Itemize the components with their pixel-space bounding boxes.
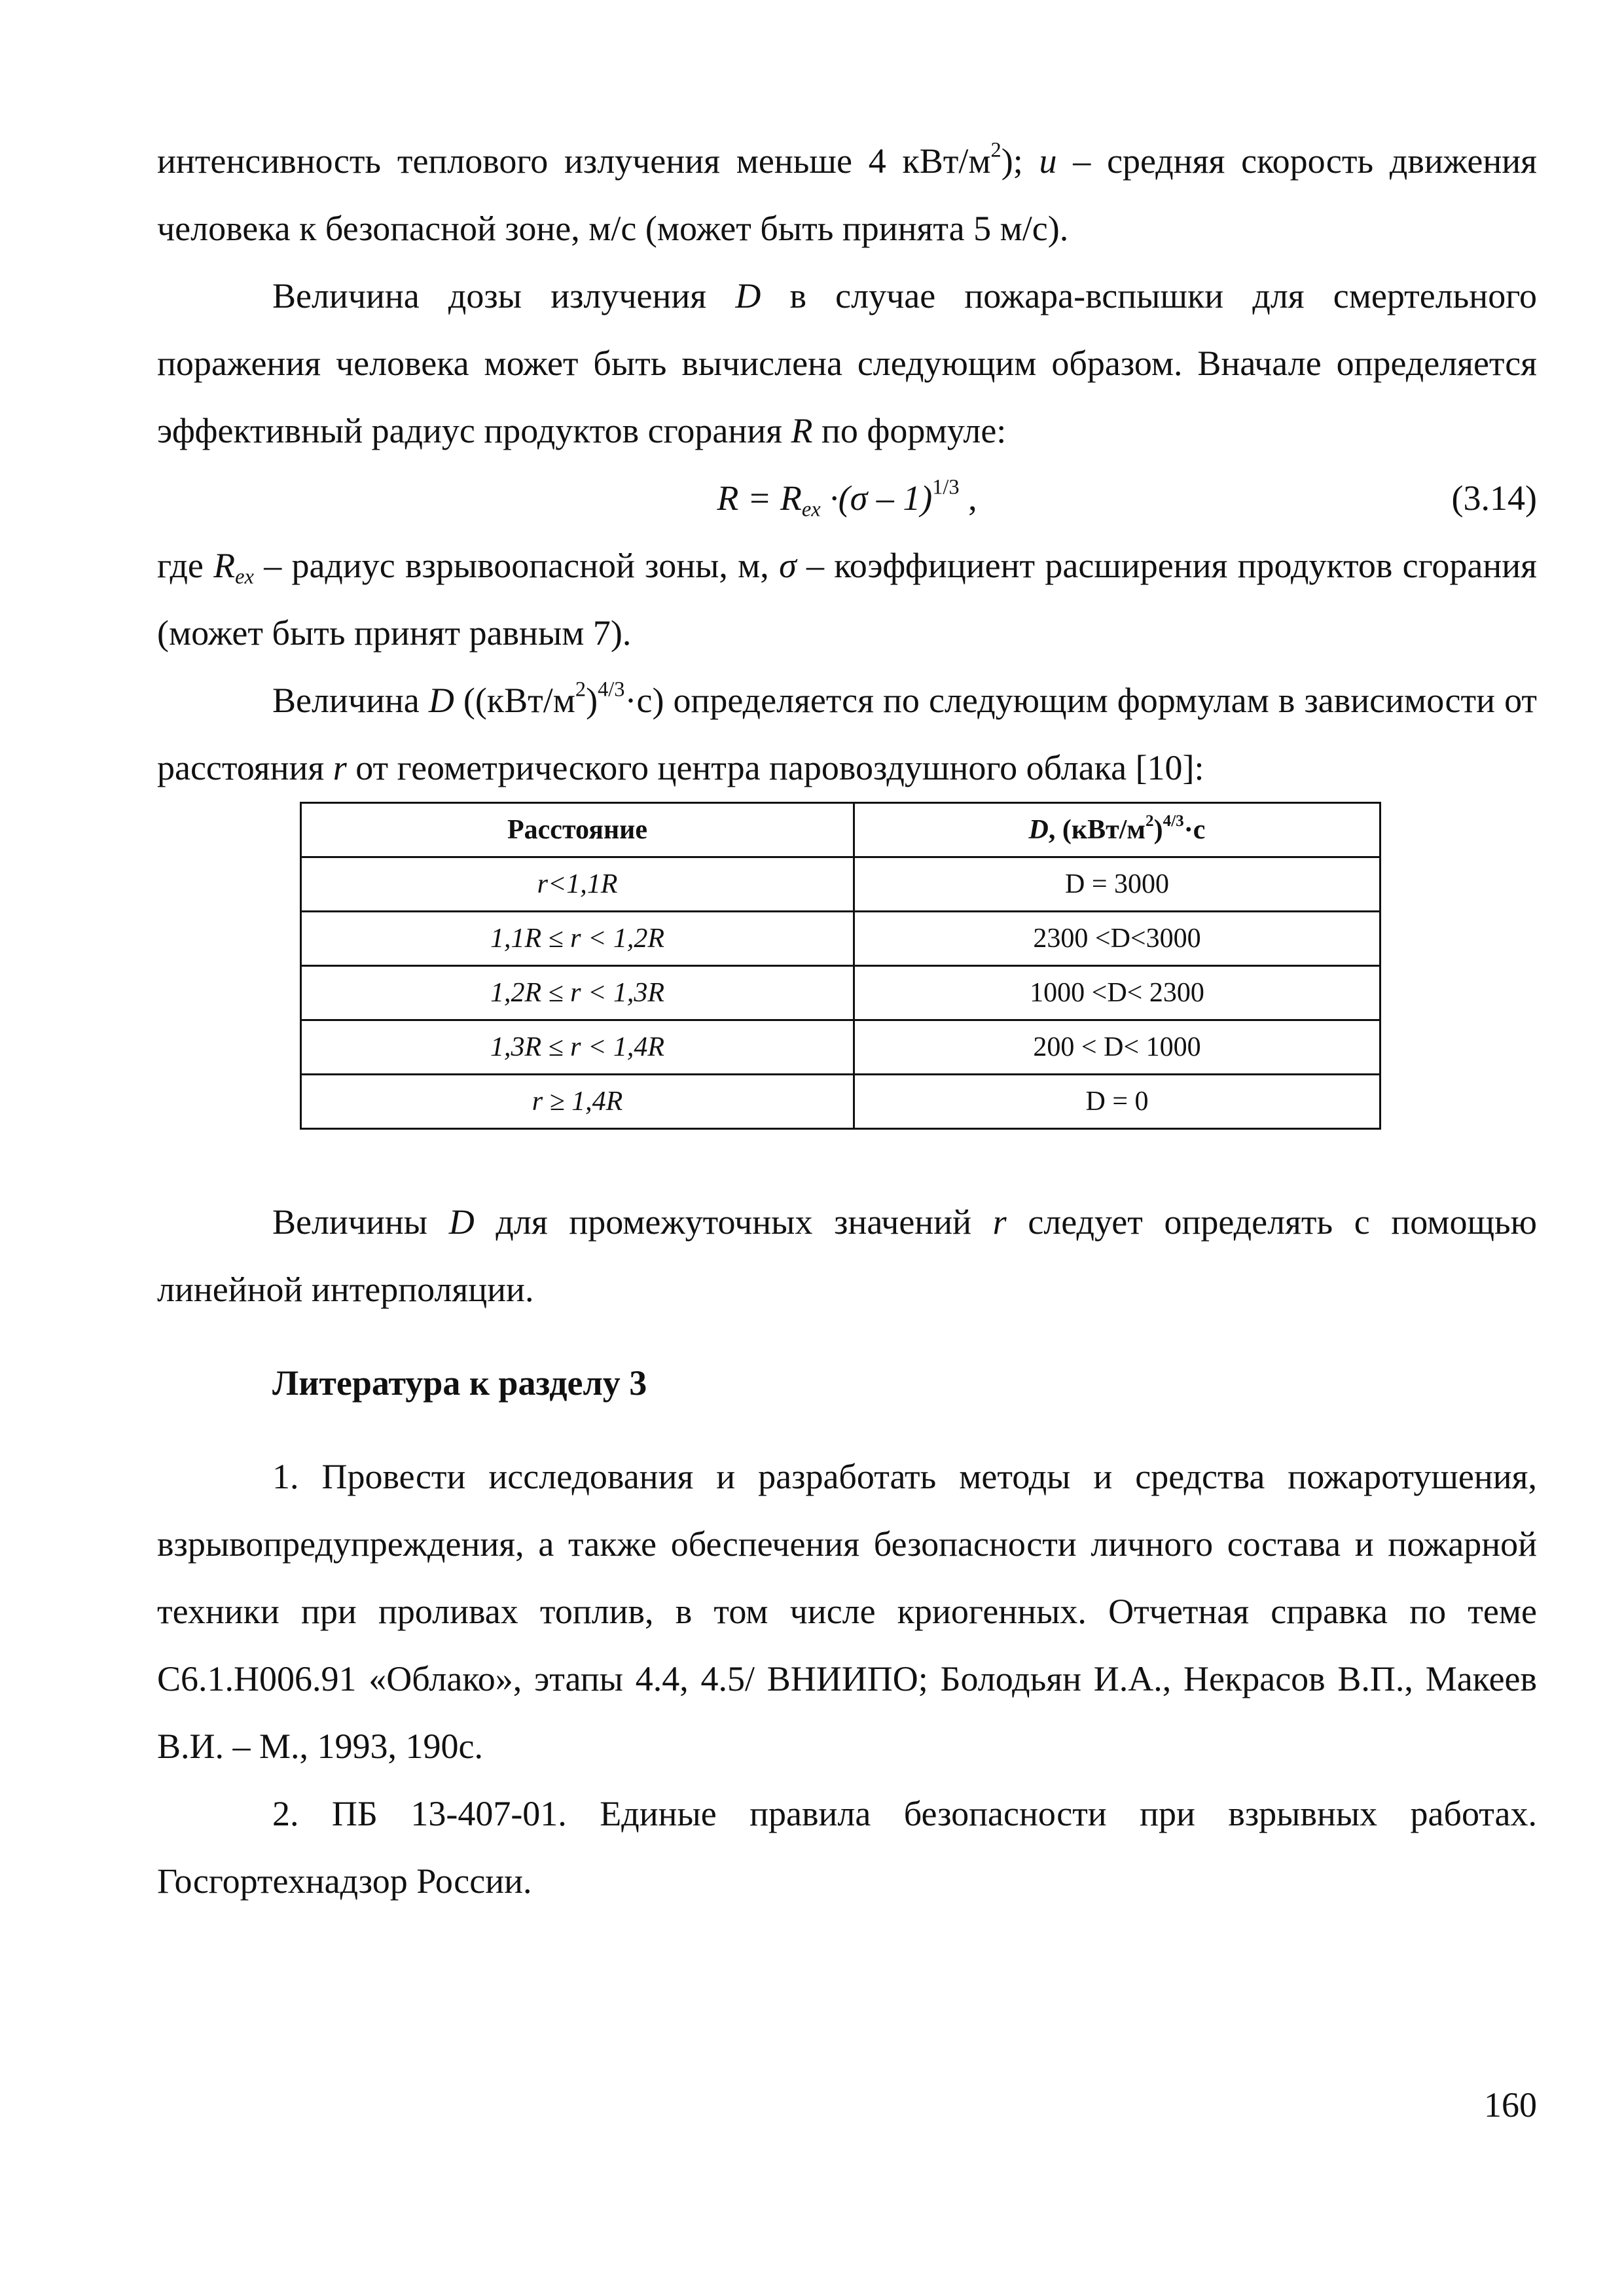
cell-dose: 200 < D< 1000 [854, 1020, 1380, 1075]
table-row [301, 966, 1380, 1020]
reference-item: 1. Провести исследования и разработать методы и средства пожаротушения, взрывопредупреждения, а также обеспечения безопасности личного состава и пожарной техники при проливах топлив, в том числе криогенных. Отчетная справка по теме С6.1.Н006.91 «Облако», этапы 4.4, 4.5/ ВНИИПО; Болодьян И.А., Некрасов В.П., Макеев В.И. – М., 1993, 190с. [157, 1457, 1537, 1766]
cell-distance: 1,1R ≤ r < 1,2R [301, 912, 854, 966]
paragraph-definitions: где $R_{ex}$ – радиус взрывоопасной зоны, м, σ – коэффициент расширения продуктов сгорания (может быть принят равным 7). [157, 546, 1537, 653]
paragraph-interpolation: Величины D для промежуточных значений r следует определять с помощью линейной интерполяции. [157, 1202, 1537, 1309]
cell-dose: 1000 <D< 2300 [854, 966, 1380, 1020]
table-row [301, 912, 1380, 966]
paragraph-continuation: интенсивность теплового излучения меньше 4 кВт/$м^2$); u – средняя скорость движения человека к безопасной зоне, м/с (может быть принята 5 м/с). [157, 138, 1537, 248]
header-dose: D, $(кВт/м^2)^{4/3}\cdot с$ [854, 803, 1380, 857]
page-number: 160 [1484, 2085, 1537, 2125]
cell-distance: r<1,1R [301, 857, 854, 912]
cell-distance: 1,3R ≤ r < 1,4R [301, 1020, 854, 1075]
cell-dose: 2300 <D<3000 [854, 912, 1380, 966]
cell-dose: D = 3000 [854, 857, 1380, 912]
reference-item: 2. ПБ 13-407-01. Единые правила безопасности при взрывных работах. Госгортехнадзор России. [157, 1794, 1537, 1901]
formula-number: (3.14) [1451, 478, 1537, 518]
header-distance: Расстояние [301, 803, 854, 857]
table-row [301, 1020, 1380, 1075]
page-body [157, 128, 1537, 1915]
table-header-row [301, 803, 1380, 857]
paragraph-dose-formulas: Величина D $((кВт/м^2)^{4/3}\cdot с)$ определяется по следующим формулам в зависимости от расстояния r от геометрического центра паровоздушного облака [10]: [157, 677, 1537, 787]
formula-3-14 [157, 465, 1537, 532]
table-row [301, 857, 1380, 912]
section-title: Литература к разделу 3 [272, 1363, 647, 1403]
formula-expression: $R = R_{ex} \cdot(\sigma - 1)^{1/3}$ , [717, 475, 977, 522]
cell-dose: D = 0 [854, 1075, 1380, 1129]
dose-table [300, 802, 1381, 1130]
cell-distance: r ≥ 1,4R [301, 1075, 854, 1129]
cell-distance: 1,2R ≤ r < 1,3R [301, 966, 854, 1020]
paragraph-dose-intro: Величина дозы излучения D в случае пожара-вспышки для смертельного поражения человека может быть вычислена следующим образом. Вначале определяется эффективный радиус продуктов сгорания R по формуле: [157, 276, 1538, 450]
table-row [301, 1075, 1380, 1129]
